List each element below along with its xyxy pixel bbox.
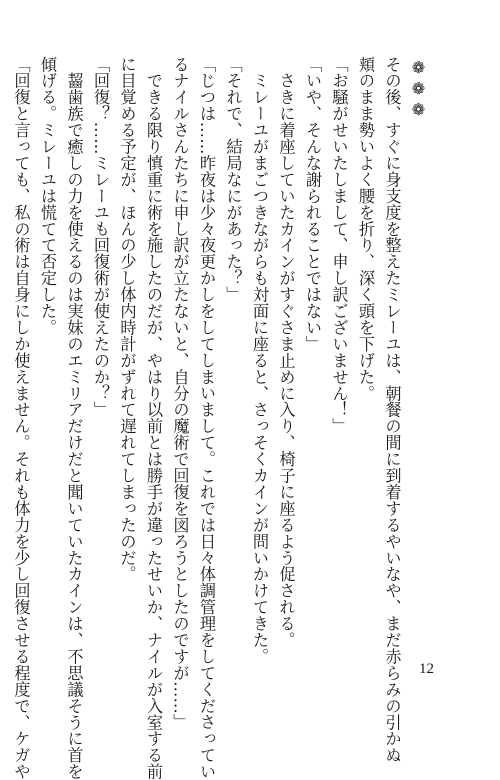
text-line: 「じつは……昨夜は少々夜更かしをしてしまいまして。これでは日々体調管理をしてくださってい	[197, 56, 216, 780]
text-line: その後、すぐに身支度を整えたミレーユは、朝餐の間に到着するやいなや、まだ赤らみの引かぬ	[382, 56, 402, 764]
text-line: ミレーユがまごつきながらも対面に座ると、さっそくカインが問いかけてきた。	[250, 56, 269, 665]
text-line: 「それで、結局なにがあった？」	[223, 56, 243, 303]
section-divider: ❁❁❁	[409, 58, 428, 121]
text-line: 「いや、そんな謝られることではない」	[303, 56, 322, 353]
text-line: 「回復？……ミレーユも回復術が使えたのか？」	[91, 56, 110, 418]
page-number: 12	[419, 661, 434, 677]
text-line: 「お騒がせいたしまして、申し訳ございません！」	[329, 56, 349, 435]
text-line: 「回復と言っても、私の術は自身にしか使えません。それも体力を少し回復させる程度で、ケガや	[11, 56, 31, 780]
text-line: 傾げる。ミレーユは慌てて否定した。	[38, 56, 57, 336]
text-line: に目覚める予定が、ほんの少し体内時計がずれて遅れてしまったのだ。	[117, 56, 137, 583]
text-line: るナイルさんたちに申し訳が立たないと、自分の魔術で回復を図ろうとしたのですが……」	[170, 56, 190, 731]
text-line: さきに着座していたカインがすぐさま止めに入り、椅子に座るよう促される。	[276, 56, 296, 649]
text-line: 齧歯族で癒しの力を使えるのは実妹のエミリアだけだと聞いていたカインは、不思議そうに首を	[64, 56, 84, 780]
text-line: 頬のまま勢いよく腰を折り、深く頭を下げた。	[356, 56, 375, 402]
text-line: できる限り慎重に術を施したのだが、やはり以前とは勝手が違ったせいか、ナイルが入室する前	[144, 56, 163, 780]
